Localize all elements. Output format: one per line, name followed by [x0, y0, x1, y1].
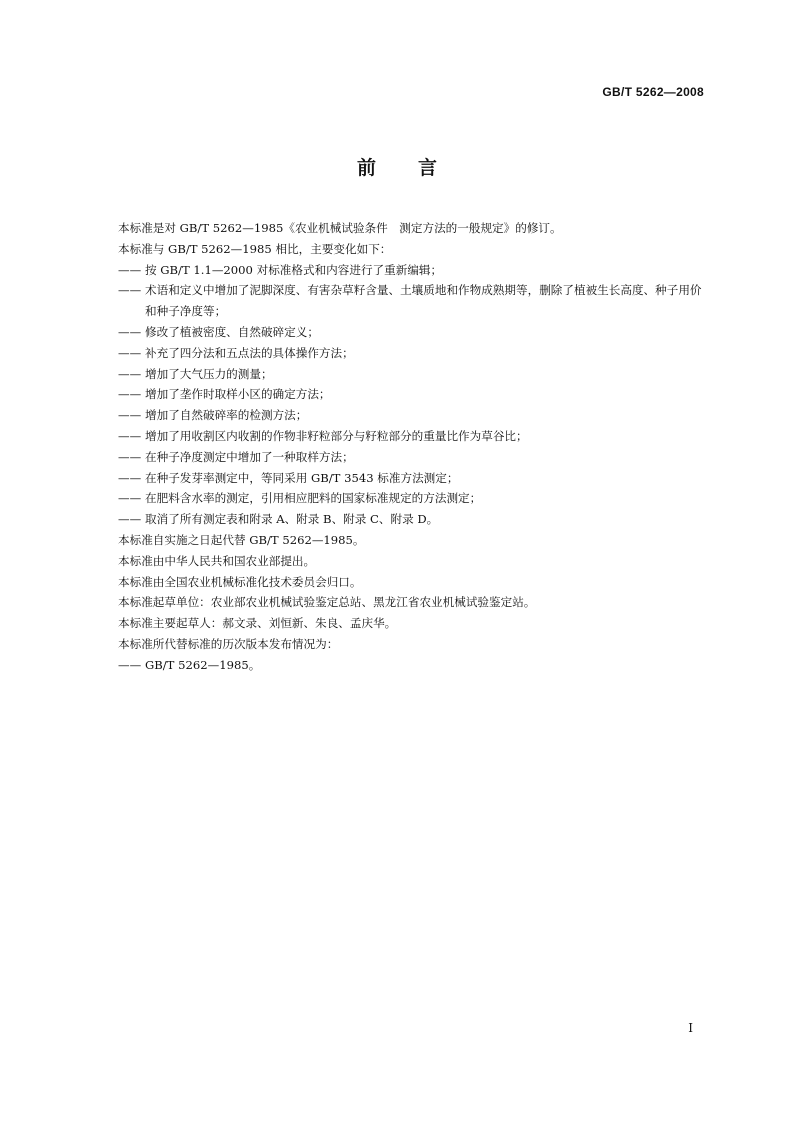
page-title: 前言 — [356, 157, 479, 179]
dash-marker: —— — [118, 657, 142, 672]
change-item-text: 按 GB/T 1.1—2000 对标准格式和内容进行了重新编辑； — [145, 262, 443, 277]
change-item-text: 补充了四分法和五点法的具体操作方法； — [145, 345, 354, 360]
dash-marker: —— — [118, 345, 142, 360]
change-item — [118, 280, 710, 322]
dash-marker: —— — [118, 283, 142, 298]
change-item — [118, 364, 710, 385]
change-item — [118, 343, 710, 364]
body-text — [118, 218, 710, 676]
change-item-text: 术语和定义中增加了泥脚深度、有害杂草籽含量、土壤质地和作物成熟期等，删除了植被生长高度、种子用价和种子净度等； — [145, 283, 702, 319]
intro-paragraph: 本标准是对 GB/T 5262—1985《农业机械试验条件 测定方法的一般规定》的修订。 — [118, 221, 562, 235]
change-item — [118, 322, 710, 343]
history-item — [118, 655, 710, 676]
statement-paragraph: 本标准由全国农业机械标准化技术委员会归口。 — [118, 574, 362, 589]
change-item-text: 修改了植被密度、自然破碎定义； — [145, 324, 319, 339]
dash-marker: —— — [118, 512, 142, 527]
dash-marker: —— — [118, 428, 142, 443]
dash-marker: —— — [118, 449, 142, 464]
change-item — [118, 426, 710, 447]
change-item — [118, 509, 710, 530]
dash-marker: —— — [118, 366, 142, 381]
dash-marker: —— — [118, 470, 142, 485]
intro-paragraph: 本标准与 GB/T 5262—1985 相比，主要变化如下： — [118, 241, 392, 256]
change-item — [118, 405, 710, 426]
change-item-text: 增加了用收割区内收割的作物非籽粒部分与籽粒部分的重量比作为草谷比； — [145, 428, 528, 443]
change-item-text: 增加了大气压力的测量； — [145, 366, 273, 381]
statement-paragraph: 本标准主要起草人：郝文录、刘恒新、朱良、孟庆华。 — [118, 616, 397, 631]
dash-marker: —— — [118, 324, 142, 339]
dash-marker: —— — [118, 262, 142, 277]
standard-code: GB/T 5262—2008 — [602, 85, 704, 99]
change-item — [118, 468, 710, 489]
change-item-text: 在肥料含水率的测定，引用相应肥料的国家标准规定的方法测定； — [145, 491, 482, 506]
change-item-text: 在种子发芽率测定中，等同采用 GB/T 3543 标准方法测定； — [145, 470, 459, 485]
statement-paragraph: 本标准由中华人民共和国农业部提出。 — [118, 553, 316, 568]
statement-paragraph: 本标准所代替标准的历次版本发布情况为： — [118, 636, 339, 651]
change-item — [118, 260, 710, 281]
change-item-text: 增加了垄作时取样小区的确定方法； — [145, 387, 331, 402]
page-number: I — [688, 1021, 693, 1035]
statement-paragraph: 本标准起草单位：农业部农业机械试验鉴定总站、黑龙江省农业机械试验鉴定站。 — [118, 595, 536, 610]
dash-marker: —— — [118, 387, 142, 402]
dash-marker: —— — [118, 408, 142, 423]
change-item — [118, 488, 710, 509]
change-item — [118, 447, 710, 468]
dash-marker: —— — [118, 491, 142, 506]
change-item — [118, 384, 710, 405]
statement-paragraph: 本标准自实施之日起代替 GB/T 5262—1985。 — [118, 532, 365, 547]
change-item-text: 在种子净度测定中增加了一种取样方法； — [145, 449, 354, 464]
change-item-text: 取消了所有测定表和附录 A、附录 B、附录 C、附录 D。 — [145, 512, 439, 527]
history-item-text: GB/T 5262—1985。 — [145, 657, 261, 672]
change-item-text: 增加了自然破碎率的检测方法； — [145, 408, 308, 423]
